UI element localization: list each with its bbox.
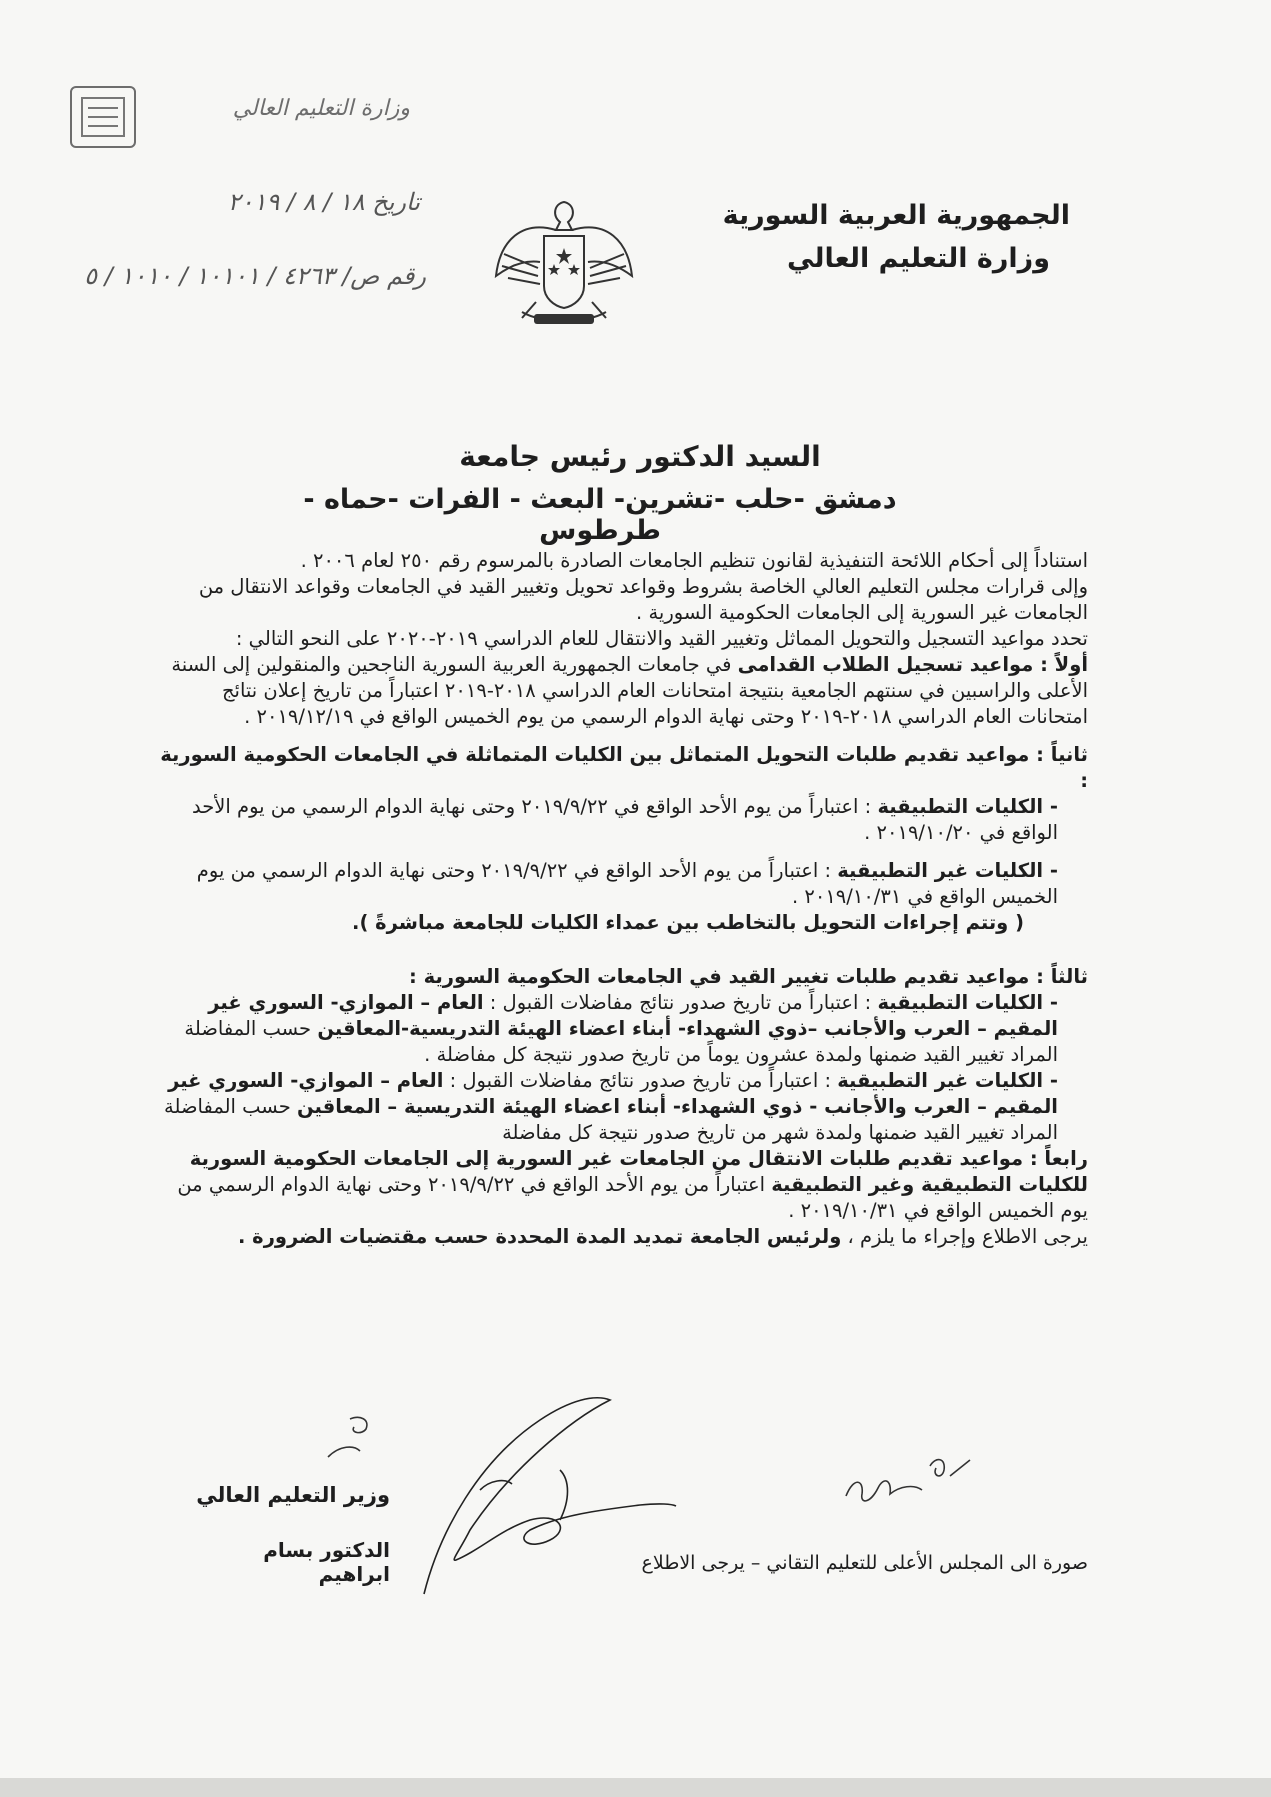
section-second-nonapplied [148, 858, 1088, 910]
third-applied-text1: : اعتباراً من تاريخ صدور نتائج مفاضلات القبول : [483, 991, 878, 1014]
applied-text: : اعتباراً من يوم الأحد الواقع في ٢٠١٩/٩/٢٢ وحتى نهاية الدوام الرسمي من يوم الأحد الواقع في ٢٠١٩/١٠/٢٠ . [191, 795, 1058, 844]
signature-mark-icon [320, 1405, 390, 1465]
section-fourth [148, 1146, 1088, 1224]
document-body [148, 548, 1088, 1250]
third-nonapplied-text2: حسب المفاضلة المراد تغيير القيد ضمنها ولمدة شهر من تاريخ صدور نتيجة كل مفاضلة [164, 1095, 1058, 1144]
section-first-text: في جامعات الجمهورية العربية السورية الناجحين والمنقولين إلى السنة الأعلى والراسبين في سنتهم الجامعية بنتيجة امتحانات العام الدراسي ٢٠١٨-٢٠١٩ اعتباراً من تاريخ إعلان نتائج امتحانات العام الدراسي ٢٠١٨-٢٠١٩ وحتى نهاية الدوام الرسمي من يوم الخميس الواقع في ٢٠١٩/١٢/١٩ . [171, 653, 1088, 728]
stamp-text: وزارة التعليم العالي [232, 96, 410, 121]
ministry-name: وزارة التعليم العالي [787, 243, 1050, 274]
date-line: تاريخ ١٨ / ٨ / ٢٠١٩ [227, 188, 420, 216]
third-applied-categories: العام – الموازي- السوري غير المقيم – العرب والأجانب –ذوي الشهداء- أبناء اعضاء الهيئة التدريسية-المعاقين [208, 991, 1058, 1040]
secondary-signature-icon [840, 1446, 980, 1516]
republic-name: الجمهورية العربية السورية [722, 200, 1070, 231]
nonapplied-label: - الكليات غير التطبيقية [837, 859, 1058, 882]
addressee-title: السيد الدكتور رئيس جامعة [459, 440, 821, 473]
section-fourth-text: اعتباراً من يوم الأحد الواقع في ٢٠١٩/٩/٢٢ وحتى نهاية الدوام الرسمي من يوم الخميس الواقع في ٢٠١٩/١٠/٣١ . [177, 1173, 1088, 1222]
closing-text: يرجى الاطلاع وإجراء ما يلزم ، [841, 1225, 1088, 1248]
section-second-heading: ثانياً : مواعيد تقديم طلبات التحويل المتماثل بين الكليات المتماثلة في الجامعات الحكومية السورية : [160, 743, 1088, 792]
applied-label: - الكليات التطبيقية [877, 795, 1058, 818]
third-applied-label: - الكليات التطبيقية [877, 991, 1058, 1014]
syrian-eagle-emblem-icon [482, 190, 647, 340]
scan-edge [0, 1778, 1271, 1797]
closing-paragraph [148, 1224, 1088, 1250]
section-third-nonapplied [148, 1068, 1088, 1146]
minister-title: وزير التعليم العالي [196, 1483, 390, 1507]
paragraph-council-decisions: وإلى قرارات مجلس التعليم العالي الخاصة بشروط وقواعد تحويل وتغيير القيد في الجامعات وقواعد الانتقال من الجامعات غير السورية إلى الجامعات الحكومية السورية . [198, 575, 1088, 624]
third-nonapplied-text1: : اعتباراً من تاريخ صدور نتائج مفاضلات القبول : [443, 1069, 838, 1092]
third-nonapplied-label: - الكليات غير التطبيقية [837, 1069, 1058, 1092]
section-second-applied [148, 794, 1088, 846]
reference-number: رقم ص/ ٤٢٦٣ / ١٠١٠١ / ١٠١٠ / ٥ [84, 262, 426, 290]
section-first [148, 652, 1088, 730]
paragraph-legal-basis: استناداً إلى أحكام اللائحة التنفيذية لقانون تنظيم الجامعات الصادرة بالمرسوم رقم ٢٥٠ لعام ٢٠٠٦ . [300, 549, 1088, 572]
section-first-label: أولاً : مواعيد تسجيل الطلاب القدامى [737, 653, 1088, 676]
minister-name: الدكتور بسام ابراهيم [263, 1538, 390, 1586]
paragraph-schedule-intro: تحدد مواعيد التسجيل والتحويل المماثل وتغيير القيد والانتقال للعام الدراسي ٢٠١٩-٢٠٢٠ على النحو التالي : [235, 627, 1088, 650]
third-applied-text2: حسب المفاضلة المراد تغيير القيد ضمنها ولمدة عشرون يوماً من تاريخ صدور نتيجة كل مفاضلة . [184, 1017, 1058, 1066]
section-third-heading: ثالثاً : مواعيد تقديم طلبات تغيير القيد في الجامعات الحكومية السورية : [409, 965, 1088, 988]
closing-bold: ولرئيس الجامعة تمديد المدة المحددة حسب مقتضيات الضرورة . [237, 1225, 842, 1248]
copy-note: صورة الى المجلس الأعلى للتعليم التقاني – يرجى الاطلاع [641, 1552, 1088, 1574]
addressee-universities: دمشق -حلب -تشرين- البعث - الفرات -حماه - طرطوس [303, 484, 897, 546]
section-third-applied [148, 990, 1088, 1068]
nonapplied-text: : اعتباراً من يوم الأحد الواقع في ٢٠١٩/٩/٢٢ وحتى نهاية الدوام الرسمي من يوم الخميس الواقع في ٢٠١٩/١٠/٣١ . [196, 859, 1058, 908]
third-nonapplied-categories: العام – الموازي- السوري غير المقيم – العرب والأجانب - ذوي الشهداء- أبناء اعضاء الهيئة التدريسية – المعاقين [168, 1069, 1058, 1118]
section-fourth-label: رابعاً : مواعيد تقديم طلبات الانتقال من الجامعات غير السورية إلى الجامعات الحكومية السورية للكليات التطبيقية وغير التطبيقية [189, 1147, 1088, 1196]
ministry-stamp-icon [70, 86, 136, 148]
transfer-note: ( وتتم إجراءات التحويل بالتخاطب بين عمداء الكليات للجامعة مباشرةً ). [352, 911, 1024, 934]
